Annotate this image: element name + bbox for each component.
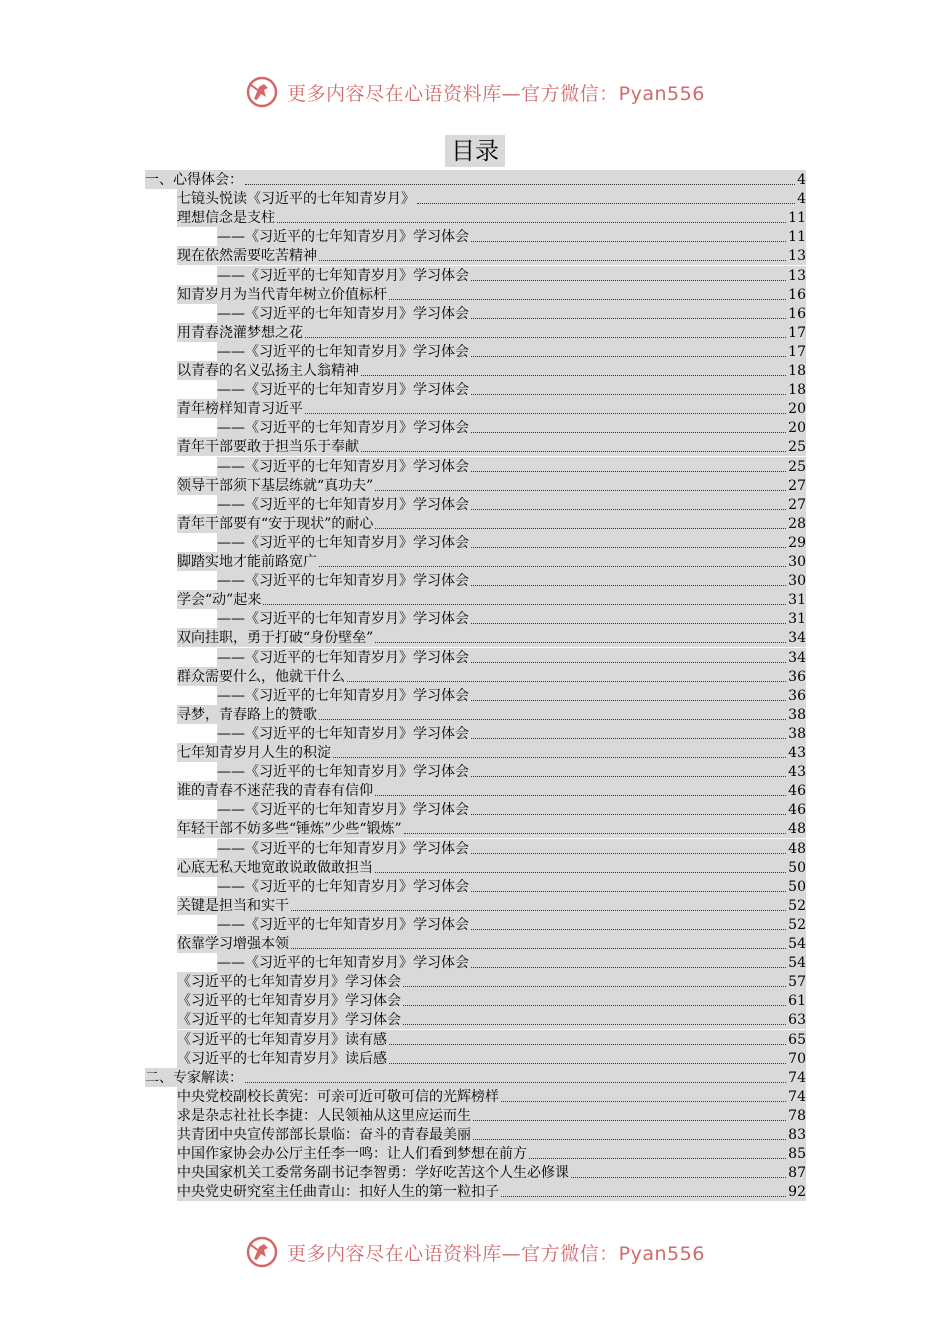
toc-leader-dots — [375, 872, 786, 873]
toc-entry-title: ——《习近平的七年知青岁月》学习体会 — [217, 458, 469, 475]
toc-entry-title: 学会“动”起来 — [177, 592, 262, 609]
toc-leader-dots — [471, 700, 786, 701]
toc-leader-dots — [473, 1139, 786, 1140]
toc-entry-page: 16 — [788, 305, 806, 322]
toc-entry-page: 29 — [788, 534, 806, 551]
toc-entry-title: 知青岁月为当代青年树立价值标杆 — [177, 286, 387, 303]
toc-leader-dots — [404, 833, 787, 834]
toc-leader-dots — [291, 948, 786, 949]
toc-entry[interactable] — [217, 457, 806, 476]
toc-leader-dots — [389, 299, 786, 300]
toc-entry-title: 寻梦，青春路上的赞歌 — [177, 706, 317, 723]
toc-entry[interactable] — [217, 762, 806, 781]
page-title-text: 目录 — [445, 135, 505, 167]
toc-entry[interactable] — [177, 991, 806, 1010]
toc-entry-title: 中央党校副校长黄宪：可亲可近可敬可信的光辉榜样 — [177, 1088, 499, 1105]
toc-leader-dots — [471, 394, 786, 395]
toc-entry[interactable] — [177, 1030, 806, 1049]
toc-entry-page: 17 — [788, 324, 806, 341]
toc-entry-title: ——《习近平的七年知青岁月》学习体会 — [217, 649, 469, 666]
toc-leader-dots — [471, 585, 786, 586]
banner-text: 更多内容尽在心语资料库—官方微信：Pyan556 — [287, 1242, 705, 1265]
toc-entry-page: 27 — [788, 477, 806, 494]
toc-entry[interactable] — [177, 399, 806, 418]
toc-entry-title: 求是杂志社社长李捷：人民领袖从这里应运而生 — [177, 1107, 471, 1124]
toc-entry[interactable] — [217, 533, 806, 552]
toc-entry-page: 78 — [788, 1107, 806, 1124]
toc-entry-page: 11 — [788, 210, 806, 227]
toc-leader-dots — [361, 375, 786, 376]
toc-leader-dots — [389, 1044, 786, 1045]
toc-entry-title: 七年知青岁月人生的积淀 — [177, 745, 331, 761]
toc-entry-title: 群众需要什么，他就干什么 — [177, 668, 345, 685]
toc-entry[interactable] — [177, 1106, 806, 1125]
toc-entry[interactable] — [177, 781, 806, 800]
toc-entry-page: 57 — [788, 974, 806, 991]
toc-entry[interactable] — [217, 380, 806, 399]
toc-entry[interactable] — [177, 552, 806, 571]
page-title — [0, 135, 950, 167]
banner-text: 更多内容尽在心语资料库—官方微信：Pyan556 — [287, 82, 705, 105]
toc-entry-title: ——《习近平的七年知青岁月》学习体会 — [217, 573, 469, 590]
toc-entry[interactable] — [217, 800, 806, 819]
toc-entry-title: 现在依然需要吃苦精神 — [177, 248, 317, 265]
toc-entry-title: ——《习近平的七年知青岁月》学习体会 — [217, 420, 469, 437]
toc-entry-title: 脚踏实地才能前路宽广 — [177, 554, 317, 570]
toc-leader-dots — [471, 814, 786, 815]
toc-entry[interactable] — [177, 1182, 806, 1201]
toc-entry[interactable] — [217, 648, 806, 667]
toc-entry-page: 46 — [788, 802, 806, 819]
toc-entry-title: ——《习近平的七年知青岁月》学习体会 — [217, 611, 469, 628]
toc-leader-dots — [471, 623, 786, 624]
toc-leader-dots — [417, 203, 795, 204]
toc-entry[interactable] — [145, 1068, 806, 1087]
toc-entry[interactable] — [217, 418, 806, 437]
toc-leader-dots — [471, 356, 786, 357]
toc-entry-page: 34 — [788, 649, 806, 666]
toc-leader-dots — [471, 547, 786, 548]
toc-leader-dots — [291, 910, 786, 911]
toc-leader-dots — [319, 566, 786, 567]
toc-entry-page: 11 — [788, 229, 806, 246]
toc-entry[interactable] — [177, 590, 806, 609]
toc-entry-title: 青年干部要有“安于现状”的耐心 — [177, 515, 374, 532]
toc-entry[interactable] — [177, 285, 806, 304]
toc-entry-title: ——《习近平的七年知青岁月》学习体会 — [217, 725, 469, 742]
header-banner — [0, 72, 950, 112]
toc-entry-title: 《习近平的七年知青岁月》学习体会 — [177, 1012, 401, 1029]
toc-entry-title: ——《习近平的七年知青岁月》学习体会 — [217, 955, 469, 972]
toc-entry-page: 61 — [788, 993, 806, 1010]
toc-entry-page: 54 — [788, 936, 806, 952]
toc-entry[interactable] — [217, 266, 806, 285]
toc-entry[interactable] — [177, 972, 806, 991]
toc-entry[interactable] — [177, 819, 806, 838]
toc-entry-page: 31 — [788, 592, 806, 609]
toc-entry-title: 青年干部要敢于担当乐于奉献 — [177, 439, 359, 456]
toc-entry-page: 25 — [788, 439, 806, 456]
toc-leader-dots — [571, 1177, 786, 1178]
toc-entry-page: 43 — [788, 745, 806, 761]
toc-leader-dots — [375, 490, 786, 491]
toc-leader-dots — [333, 757, 786, 758]
toc-leader-dots — [389, 1063, 786, 1064]
toc-entry-page: 25 — [788, 458, 806, 475]
toc-entry-page: 38 — [788, 706, 806, 723]
toc-entry-title: ——《习近平的七年知青岁月》学习体会 — [217, 229, 469, 246]
toc-entry-title: 关键是担当和实干 — [177, 897, 289, 914]
toc-entry[interactable] — [217, 571, 806, 590]
toc-entry-title: 《习近平的七年知青岁月》学习体会 — [177, 974, 401, 991]
toc-entry-title: ——《习近平的七年知青岁月》学习体会 — [217, 840, 469, 857]
toc-entry-page: 4 — [797, 172, 806, 188]
toc-entry[interactable] — [217, 839, 806, 858]
toc-entry-page: 50 — [788, 859, 806, 876]
toc-leader-dots — [245, 1082, 786, 1083]
toc-entry-title: 《习近平的七年知青岁月》读后感 — [177, 1050, 387, 1067]
toc-leader-dots — [347, 681, 786, 682]
horse-logo-icon — [245, 1235, 279, 1269]
toc-leader-dots — [501, 1196, 786, 1197]
toc-entry[interactable] — [177, 858, 806, 877]
toc-leader-dots — [471, 241, 786, 242]
toc-entry-page: 16 — [788, 286, 806, 303]
toc-leader-dots — [263, 604, 786, 605]
toc-entry-title: 二、专家解读： — [145, 1069, 243, 1086]
toc-entry-page: 17 — [788, 343, 806, 360]
toc-entry-page: 38 — [788, 725, 806, 742]
toc-entry-page: 30 — [788, 573, 806, 590]
toc-entry-page: 92 — [788, 1184, 806, 1201]
toc-leader-dots — [471, 738, 786, 739]
toc-entry[interactable] — [217, 953, 806, 972]
toc-entry[interactable] — [177, 361, 806, 380]
toc-entry[interactable] — [177, 743, 806, 762]
toc-entry[interactable] — [177, 705, 806, 724]
toc-entry-page: 18 — [788, 363, 806, 379]
toc-entry-title: 青年榜样知青习近平 — [177, 401, 303, 418]
toc-entry-page: 65 — [788, 1031, 806, 1048]
toc-leader-dots — [305, 413, 786, 414]
toc-entry[interactable] — [177, 323, 806, 342]
toc-entry-title: 《习近平的七年知青岁月》学习体会 — [177, 993, 401, 1010]
toc-entry-page: 46 — [788, 783, 806, 800]
toc-entry-page: 4 — [797, 191, 806, 208]
toc-entry-title: 领导干部须下基层练就“真功夫” — [177, 477, 374, 494]
toc-entry-page: 48 — [788, 821, 806, 838]
toc-leader-dots — [375, 642, 786, 643]
toc-entry-title: 谁的青春不迷茫我的青春有信仰 — [177, 783, 373, 800]
toc-entry[interactable] — [217, 915, 806, 934]
toc-entry-page: 50 — [788, 878, 806, 895]
toc-entry[interactable] — [177, 628, 806, 647]
toc-leader-dots — [471, 891, 786, 892]
toc-entry-page: 13 — [788, 267, 806, 284]
toc-leader-dots — [245, 184, 795, 185]
toc-entry-page: 63 — [788, 1012, 806, 1029]
toc-leader-dots — [471, 853, 786, 854]
toc-entry-page: 52 — [788, 916, 806, 933]
toc-leader-dots — [501, 1101, 786, 1102]
toc-leader-dots — [471, 776, 786, 777]
toc-entry-page: 74 — [788, 1069, 806, 1086]
toc-entry-title: 双向挂职，勇于打破“身份壁垒” — [177, 630, 374, 647]
toc-entry-title: 共青团中央宣传部部长景临：奋斗的青春最美丽 — [177, 1127, 471, 1143]
toc-entry[interactable] — [177, 189, 806, 208]
toc-entry-page: 34 — [788, 630, 806, 647]
toc-entry[interactable] — [177, 514, 806, 533]
toc-entry-title: 以青春的名义弘扬主人翁精神 — [177, 363, 359, 379]
toc-entry[interactable] — [177, 476, 806, 495]
toc-leader-dots — [375, 528, 786, 529]
toc-entry-page: 85 — [788, 1146, 806, 1163]
toc-entry-page: 43 — [788, 764, 806, 781]
toc-entry[interactable] — [217, 304, 806, 323]
toc-leader-dots — [403, 1024, 786, 1025]
toc-entry-page: 54 — [788, 955, 806, 972]
toc-entry[interactable] — [217, 342, 806, 361]
toc-entry-page: 31 — [788, 611, 806, 628]
toc-leader-dots — [471, 432, 786, 433]
toc-leader-dots — [277, 222, 786, 223]
toc-entry-title: 《习近平的七年知青岁月》读有感 — [177, 1031, 387, 1048]
toc-entry[interactable] — [177, 1125, 806, 1144]
toc-entry-title: ——《习近平的七年知青岁月》学习体会 — [217, 496, 469, 513]
toc-entry-page: 36 — [788, 668, 806, 685]
toc-entry-page: 87 — [788, 1165, 806, 1182]
toc-entry[interactable] — [177, 667, 806, 686]
toc-entry-title: ——《习近平的七年知青岁月》学习体会 — [217, 802, 469, 819]
toc-leader-dots — [471, 509, 786, 510]
toc-entry-page: 70 — [788, 1050, 806, 1067]
toc-entry-title: 中央国家机关工委常务副书记李智勇：学好吃苦这个人生必修课 — [177, 1165, 569, 1182]
toc-entry-page: 13 — [788, 248, 806, 265]
toc-leader-dots — [529, 1158, 786, 1159]
toc-leader-dots — [471, 280, 786, 281]
toc-entry[interactable] — [177, 1144, 806, 1163]
toc-entry-title: 中央党史研究室主任曲青山：扣好人生的第一粒扣子 — [177, 1184, 499, 1201]
toc-entry-title: ——《习近平的七年知青岁月》学习体会 — [217, 878, 469, 895]
toc-entry-page: 18 — [788, 382, 806, 399]
toc-entry[interactable] — [145, 170, 806, 189]
toc-leader-dots — [471, 471, 786, 472]
toc-entry[interactable] — [177, 1010, 806, 1029]
toc-entry[interactable] — [177, 1087, 806, 1106]
toc-entry[interactable] — [177, 1163, 806, 1182]
toc-entry-title: ——《习近平的七年知青岁月》学习体会 — [217, 534, 469, 551]
toc-entry-page: 27 — [788, 496, 806, 513]
toc-entry[interactable] — [177, 246, 806, 265]
toc-leader-dots — [473, 1120, 786, 1121]
toc-entry-page: 48 — [788, 840, 806, 857]
toc-entry[interactable] — [177, 896, 806, 915]
toc-leader-dots — [319, 719, 786, 720]
toc-entry-title: ——《习近平的七年知青岁月》学习体会 — [217, 343, 469, 360]
toc-entry-page: 20 — [788, 401, 806, 418]
footer-banner — [0, 1232, 950, 1272]
toc-entry[interactable] — [177, 934, 806, 953]
toc-entry-page: 52 — [788, 897, 806, 914]
toc-entry-title: 依靠学习增强本领 — [177, 936, 289, 952]
toc-entry-title: ——《习近平的七年知青岁月》学习体会 — [217, 687, 469, 704]
toc-entry-page: 83 — [788, 1127, 806, 1143]
toc-entry-page: 20 — [788, 420, 806, 437]
toc-leader-dots — [471, 318, 786, 319]
toc-leader-dots — [471, 967, 786, 968]
toc-entry-page: 74 — [788, 1088, 806, 1105]
toc-entry-page: 28 — [788, 515, 806, 532]
toc-entry[interactable] — [177, 1049, 806, 1068]
toc-leader-dots — [375, 795, 786, 796]
toc-entry-page: 36 — [788, 687, 806, 704]
toc-leader-dots — [403, 1005, 786, 1006]
toc-entry-title: ——《习近平的七年知青岁月》学习体会 — [217, 382, 469, 399]
toc-entry-title: ——《习近平的七年知青岁月》学习体会 — [217, 916, 469, 933]
toc-entry[interactable] — [217, 227, 806, 246]
toc-entry[interactable] — [217, 495, 806, 514]
toc-entry-title: 年轻干部不妨多些“锤炼”少些“锻炼” — [177, 821, 402, 838]
toc-entry-title: 用青春浇灌梦想之花 — [177, 324, 303, 341]
toc-leader-dots — [403, 986, 786, 987]
toc-entry-title: 七镜头悦读《习近平的七年知青岁月》 — [177, 191, 415, 208]
toc-entry-title: 理想信念是支柱 — [177, 210, 275, 227]
toc-leader-dots — [305, 337, 786, 338]
toc-entry[interactable] — [217, 724, 806, 743]
toc-entry-title: ——《习近平的七年知青岁月》学习体会 — [217, 267, 469, 284]
toc-leader-dots — [361, 451, 786, 452]
toc-entry-title: ——《习近平的七年知青岁月》学习体会 — [217, 305, 469, 322]
toc-leader-dots — [471, 929, 786, 930]
toc-entry-title: 心底无私天地宽敢说敢做敢担当 — [177, 859, 373, 876]
toc-leader-dots — [319, 260, 786, 261]
toc-entry-title: ——《习近平的七年知青岁月》学习体会 — [217, 764, 469, 781]
toc-entry[interactable] — [217, 686, 806, 705]
toc-entry[interactable] — [217, 877, 806, 896]
toc-entry[interactable] — [177, 437, 806, 456]
toc-leader-dots — [471, 662, 786, 663]
toc-entry[interactable] — [217, 609, 806, 628]
horse-logo-icon — [245, 75, 279, 109]
toc-entry-title: 一、心得体会： — [145, 172, 243, 188]
toc-entry[interactable] — [177, 208, 806, 227]
toc-entry-title: 中国作家协会办公厅主任李一鸣：让人们看到梦想在前方 — [177, 1146, 527, 1163]
toc-entry-page: 30 — [788, 554, 806, 570]
